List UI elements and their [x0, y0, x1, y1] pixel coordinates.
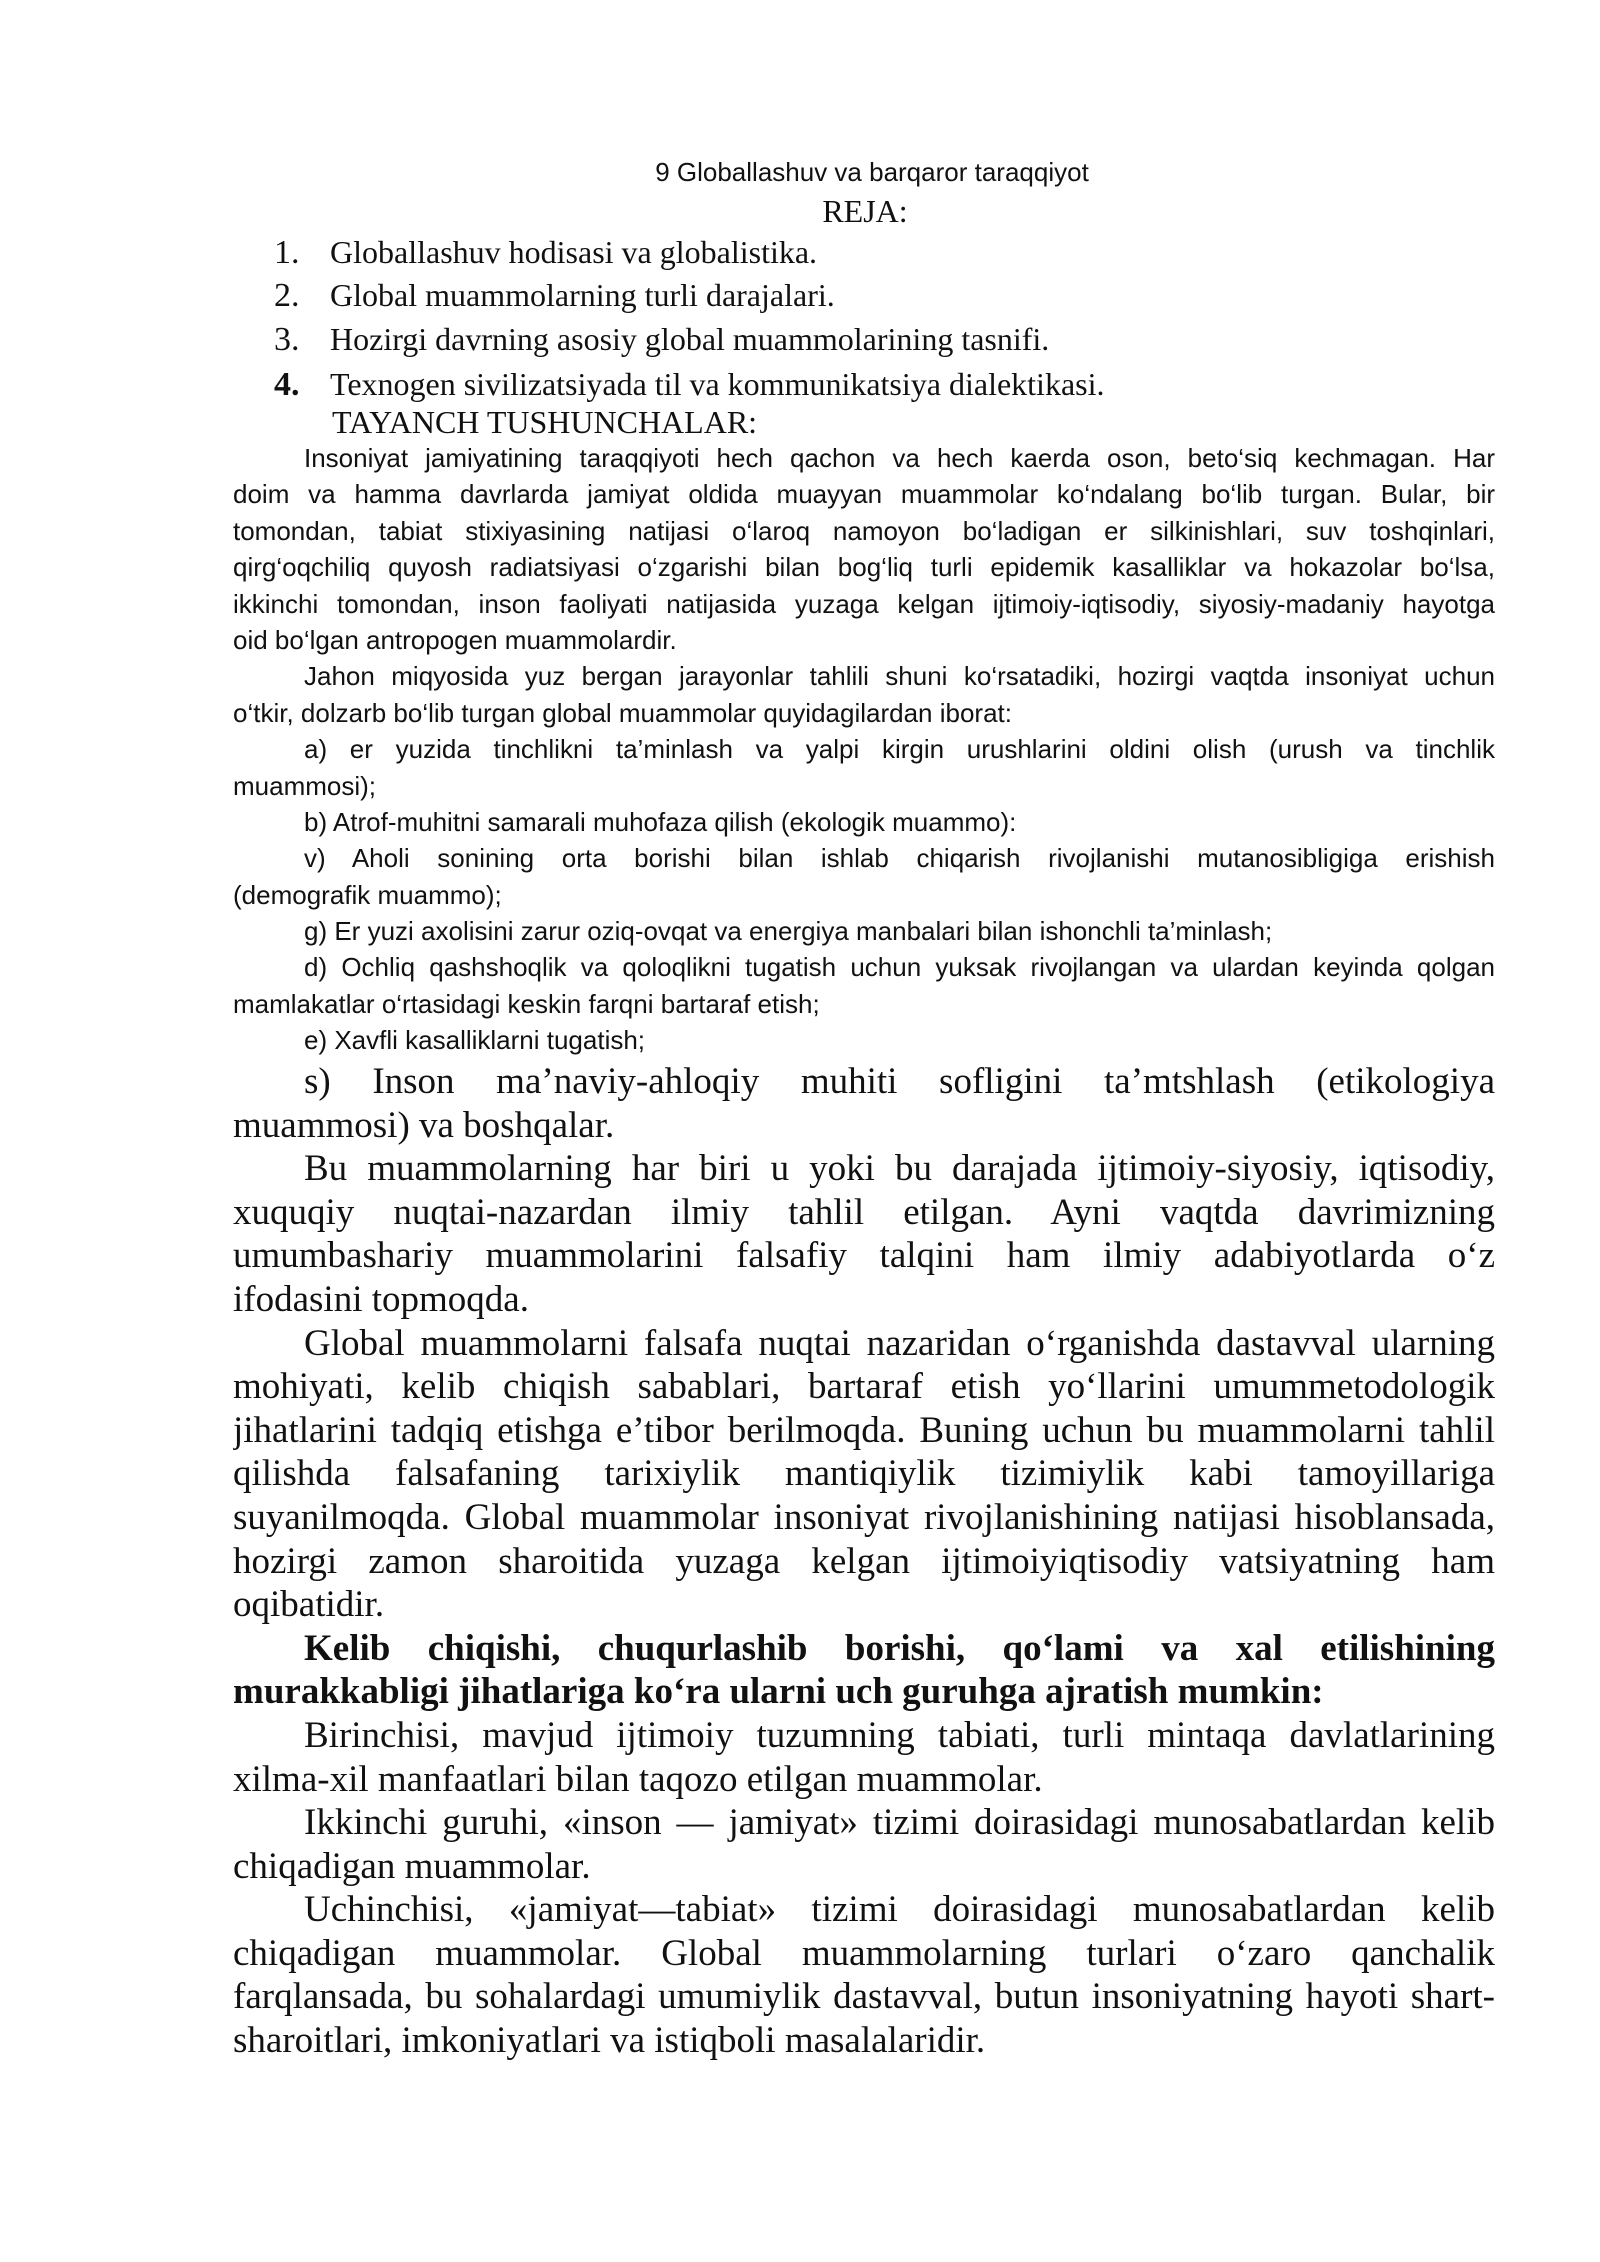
plan-item-text: Globallashuv hodisasi va globalistika. — [330, 234, 818, 270]
paragraph — [233, 658, 1495, 731]
key-concepts-heading: TAYANCH TUSHUNCHALAR: — [332, 404, 758, 440]
paragraph-line: chiqadigan muammolar. — [233, 1845, 591, 1887]
paragraph — [233, 1060, 1495, 1147]
paragraph-line: farqlansada, bu sohalardagi umumiylik dastavval, butun insoniyatning hayoti shart- — [233, 1976, 1495, 2018]
plan-item-number: 1. — [274, 234, 300, 271]
plan-item — [274, 232, 817, 272]
paragraph-line: Birinchisi, mavjud ijtimoiy tuzumning tabiati, turli mintaqa davlatlarining — [304, 1714, 1495, 1756]
paragraph — [233, 949, 1495, 1022]
paragraph — [233, 1888, 1495, 2062]
paragraph-line: a) er yuzida tinchlikni ta’minlash va yalpi kirgin urushlarini oldini olish (urush va tinchlik — [304, 734, 1495, 765]
paragraph-line: sharoitlari, imkoniyatlari va istiqboli masalalaridir. — [233, 2020, 986, 2062]
paragraph-line: mohiyati, kelib chiqish sabablari, bartaraf etish yo‘llarini umummetodologik — [233, 1366, 1495, 1408]
paragraph — [233, 1714, 1495, 1801]
paragraph-line: ifodasini topmoqda. — [233, 1278, 529, 1320]
paragraph-line: murakkabligi jihatlariga ko‘ra ularni uch guruhga ajratish mumkin: — [233, 1671, 1324, 1713]
paragraph-line: qilishda falsafaning tarixiylik mantiqiylik tizimiylik kabi tamoyillariga — [233, 1453, 1495, 1495]
paragraph-line: ikkinchi tomondan, inson faoliyati natijasida yuzaga kelgan ijtimoiy-iqtisodiy, siyosiy-madaniy hayotga — [233, 588, 1495, 619]
paragraph-line: qirg‘oqchiliq quyosh radiatsiyasi o‘zgarishi bilan bog‘liq turli epidemik kasalliklar va hokazolar bo‘lsa, — [233, 552, 1495, 583]
key-concepts-text — [233, 440, 1495, 1059]
paragraph-line: Jahon miqyosida yuz bergan jarayonlar tahlili shuni ko‘rsatadiki, hozirgi vaqtda insoniyat uchun — [304, 661, 1495, 692]
paragraph-line: jihatlarini tadqiq etishga e’tibor berilmoqda. Buning uchun bu muammolarni tahlil — [233, 1409, 1495, 1451]
paragraph-line: umumbashariy muammolarini falsafiy talqini ham ilmiy adabiyotlarda o‘z — [233, 1235, 1495, 1277]
paragraph-line: tomondan, tabiat stixiyasining natijasi o‘laroq namoyon bo‘ladigan er silkinishlari, suv toshqinlari, — [233, 515, 1495, 546]
paragraph-line: suyanilmoqda. Global muammolar insoniyat rivojlanishining natijasi hisoblansada, — [233, 1496, 1495, 1538]
paragraph-line: chiqadigan muammolar. Global muammolarning turlari o‘zaro qanchalik — [233, 1932, 1495, 1974]
paragraph-line: Global muammolarni falsafa nuqtai nazaridan o‘rganishda dastavval ularning — [304, 1322, 1495, 1364]
paragraph — [233, 840, 1495, 913]
paragraph-line: oqibatidir. — [233, 1584, 385, 1626]
paragraph-line: o‘tkir, dolzarb bo‘lib turgan global muammolar quyidagilardan iborat: — [233, 697, 1012, 728]
document-title: 9 Globallashuv va barqaror taraqqiyot — [655, 157, 1089, 187]
paragraph — [233, 1147, 1495, 1321]
plan-item-number: 4. — [274, 366, 300, 403]
paragraph-line: muammosi); — [233, 770, 377, 801]
paragraph — [233, 1801, 1495, 1888]
paragraph-line: doim va hamma davrlarda jamiyat oldida muayyan muammolar ko‘ndalang bo‘lib turgan. Bular, bir — [233, 479, 1495, 510]
plan-item-number: 2. — [274, 277, 300, 314]
plan-item — [274, 364, 1104, 404]
plan-item — [274, 275, 835, 315]
body-text — [233, 1060, 1495, 2063]
plan-item-text: Texnogen sivilizatsiyada til va kommunikatsiya dialektikasi. — [330, 366, 1105, 402]
paragraph — [233, 804, 1495, 840]
paragraph-line: v) Aholi sonining orta borishi bilan ishlab chiqarish rivojlanishi mutanosibligiga erishish — [304, 843, 1495, 874]
paragraph-line: Ikkinchi guruhi, «inson — jamiyat» tizimi doirasidagi munosabatlardan kelib — [304, 1802, 1495, 1844]
paragraph-line: Bu muammolarning har biri u yoki bu darajada ijtimoiy-siyosiy, iqtisodiy, — [304, 1148, 1495, 1190]
paragraph-line: d) Ochliq qashshoqlik va qoloqlikni tugatish uchun yuksak rivojlangan va ulardan keyinda qolgan — [304, 952, 1495, 983]
paragraph-line: xuquqiy nuqtai-nazardan ilmiy tahlil etilgan. Ayni vaqtda davrimizning — [233, 1191, 1495, 1233]
paragraph-line: oid bo‘lgan antropogen muammolardir. — [233, 624, 677, 655]
paragraph — [233, 1022, 1495, 1058]
paragraph — [233, 1627, 1495, 1714]
paragraph-line: Kelib chiqishi, chuqurlashib borishi, qo‘lami va xal etilishining — [304, 1627, 1495, 1669]
paragraph — [233, 731, 1495, 804]
paragraph-line: muammosi) va boshqalar. — [233, 1104, 615, 1146]
paragraph — [233, 913, 1495, 949]
paragraph-line: Uchinchisi, «jamiyat—tabiat» tizimi doirasidagi munosabatlardan kelib — [304, 1889, 1495, 1931]
paragraph-line: Insoniyat jamiyatining taraqqiyoti hech qachon va hech kaerda oson, beto‘siq kechmagan. Har — [304, 443, 1495, 473]
paragraph-line: hozirgi zamon sharoitida yuzaga kelgan ijtimoiyiqtisodiy vatsiyatning ham — [233, 1540, 1495, 1582]
paragraph-line: e) Xavfli kasalliklarni tugatish; — [304, 1025, 646, 1056]
paragraph — [233, 1322, 1495, 1627]
paragraph — [233, 440, 1495, 658]
paragraph-line: s) Inson ma’naviy-ahloqiy muhiti sofligini ta’mtshlash (etikologiya — [304, 1061, 1495, 1102]
plan-item-number: 3. — [274, 321, 300, 358]
paragraph-line: mamlakatlar o‘rtasidagi keskin farqni bartaraf etish; — [233, 988, 820, 1019]
plan-item-text: Hozirgi davrning asosiy global muammolarining tasnifi. — [330, 321, 1050, 357]
plan-item-text: Global muammolarning turli darajalari. — [330, 277, 835, 313]
paragraph-line: b) Atrof-muhitni samarali muhofaza qilish (ekologik muammo): — [304, 806, 1017, 837]
paragraph-line: xilma-xil manfaatlari bilan taqozo etilgan muammolar. — [233, 1758, 1043, 1800]
plan-heading: REJA: — [822, 193, 908, 229]
paragraph-line: g) Er yuzi axolisini zarur oziq-ovqat va energiya manbalari bilan ishonchli ta’minlash; — [304, 916, 1273, 947]
plan-item — [274, 319, 1049, 359]
paragraph-line: (demografik muammo); — [233, 879, 502, 910]
